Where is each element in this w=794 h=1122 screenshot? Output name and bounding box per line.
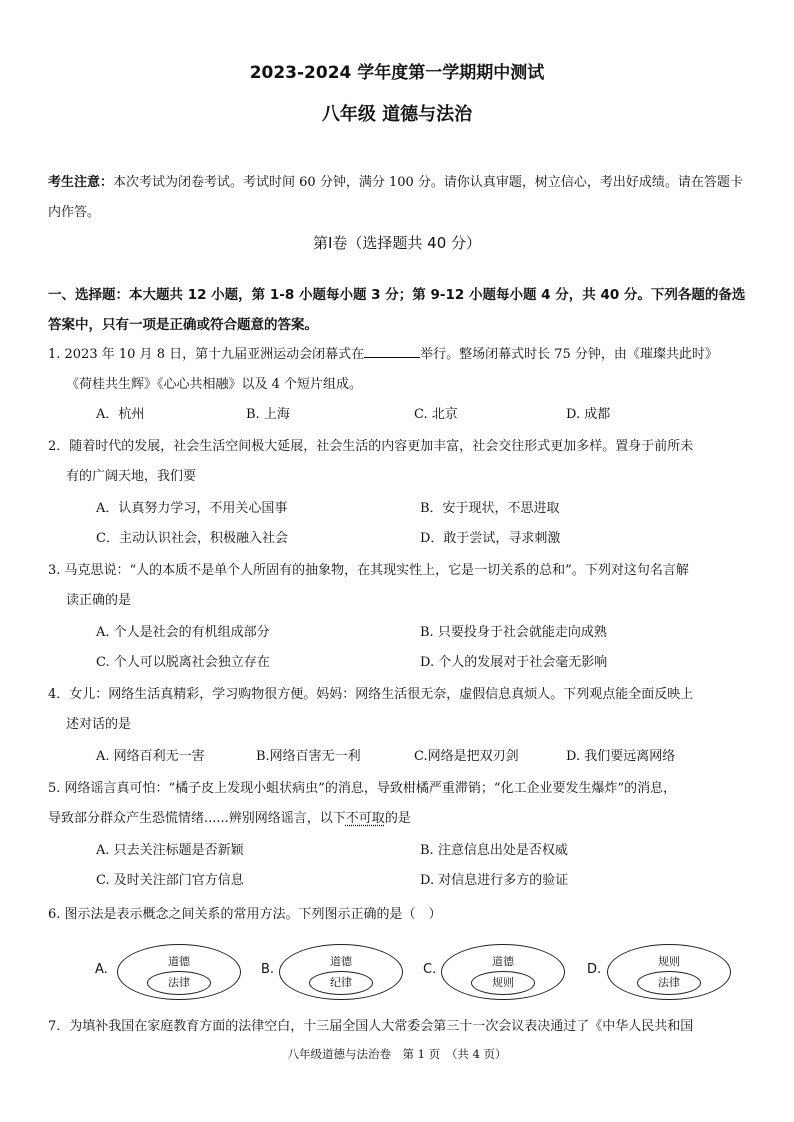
diagram-d-inner-ellipse: 法律 xyxy=(637,971,701,995)
notice-text: 本次考试为闭卷考试。考试时间 60 分钟，满分 100 分。请你认真审题，树立信心，考出好成绩。请在答题卡内作答。 xyxy=(48,175,743,220)
question-5-options-row1 xyxy=(96,836,756,866)
question-5 xyxy=(48,774,750,834)
page-footer: 八年级道德与法治卷 第 1 页 （共 4 页） xyxy=(287,1047,507,1061)
question-2-options-row2 xyxy=(96,524,756,554)
part-title: 第Ⅰ卷（选择题共 40 分） xyxy=(312,234,482,252)
notice-label: 考生注意： xyxy=(48,175,114,190)
question-3-stem-b: 读正确的是 xyxy=(66,593,132,608)
diagram-b-outer-text: 道德 xyxy=(330,955,352,968)
question-2-option-a: A．认真努力学习，不用关心国事 xyxy=(96,501,288,516)
question-1 xyxy=(48,340,750,400)
question-5-option-a: A. 只去关注标题是否新颖 xyxy=(96,843,244,858)
diagram-c-outer-text: 道德 xyxy=(492,955,514,968)
question-4-stem-a: 4．女儿：网络生活真精彩，学习购物很方便。妈妈：网络生活很无奈，虚假信息真烦人。下列观点能全面反映上 xyxy=(48,687,694,702)
question-4-option-d: D. 我们要远离网络 xyxy=(566,749,676,764)
question-1-options xyxy=(96,400,756,430)
question-3-option-c: C. 个人可以脱离社会独立存在 xyxy=(96,655,270,670)
question-3-options-row1 xyxy=(96,618,756,648)
question-3 xyxy=(48,556,750,616)
question-1-option-c: C. 北京 xyxy=(414,407,458,422)
question-1-option-a: A．杭州 xyxy=(96,407,145,422)
question-5-stem-c: 的是 xyxy=(384,811,411,826)
question-5-options-row2 xyxy=(96,866,756,896)
question-2-options-row1 xyxy=(96,494,756,524)
question-1-option-d: D. 成都 xyxy=(566,407,611,422)
question-7-stem-a: 7．为填补我国在家庭教育方面的法律空白，十三届全国人大常委会第三十一次会议表决通过了《中华人民共和国 xyxy=(48,1019,694,1034)
question-5-option-d: D. 对信息进行多方的验证 xyxy=(420,873,569,888)
question-4-option-a: A. 网络百利无一害 xyxy=(96,749,205,764)
question-4-stem-b: 述对话的是 xyxy=(66,717,132,732)
question-1-stem-a: 1. 2023 年 10 月 8 日，第十九届亚洲运动会闭幕式在 xyxy=(48,347,365,362)
question-5-option-c: C. 及时关注部门官方信息 xyxy=(96,873,244,888)
question-5-stem-a: 5. 网络谣言真可怕：“橘子皮上发现小蛆状病虫”的消息，导致柑橘严重滞销；“化工企业要发生爆炸”的消息， xyxy=(48,781,677,796)
question-2-stem-b: 有的广阔天地，我们要 xyxy=(66,469,197,484)
question-4-options xyxy=(96,742,756,772)
diagram-b-label: B. xyxy=(261,962,275,977)
diagram-a-label: A. xyxy=(95,962,108,977)
question-3-option-b: B. 只要投身于社会就能走向成熟 xyxy=(420,625,607,640)
question-2 xyxy=(48,432,750,492)
question-3-options-row2 xyxy=(96,648,756,678)
diagram-d-label: D. xyxy=(587,962,602,977)
question-6-stem-a: 6. 图示法是表示概念之间关系的常用方法。下列图示正确的是（ ） xyxy=(48,907,442,922)
question-3-stem-a: 3. 马克思说：“人的本质不是单个人所固有的抽象物，在其现实性上，它是一切关系的总和”。下列对这句名言解 xyxy=(48,563,689,578)
question-5-option-b: B. 注意信息出处是否权威 xyxy=(420,843,568,858)
question-2-option-c: C．主动认识社会，积极融入社会 xyxy=(96,531,288,546)
exam-title: 2023-2024 学年度第一学期期中测试 xyxy=(249,63,545,83)
question-2-stem-a: 2．随着时代的发展，社会生活空间极大延展，社会生活的内容更加丰富，社会交往形式更加多样。置身于前所未 xyxy=(48,439,694,454)
question-4-option-b: B.网络百害无一利 xyxy=(256,749,361,764)
diagram-a-inner-ellipse: 法律 xyxy=(147,971,211,995)
question-6-diagrams xyxy=(95,944,715,1000)
question-6 xyxy=(48,900,750,930)
exam-subtitle: 八年级 道德与法治 xyxy=(321,104,473,125)
diagram-c-inner-ellipse: 规则 xyxy=(471,971,535,995)
question-2-option-d: D．敢于尝试，寻求刺激 xyxy=(420,531,561,546)
question-2-option-b: B．安于现状，不思进取 xyxy=(420,501,560,516)
question-4-option-c: C.网络是把双刃剑 xyxy=(414,749,519,764)
diagram-d-outer-text: 规则 xyxy=(658,955,680,968)
diagram-c-label: C. xyxy=(423,962,437,977)
exam-notice xyxy=(48,168,748,228)
section-heading: 一、选择题：本大题共 12 小题，第 1-8 小题每小题 3 分；第 9-12 小题每小题 4 分，共 40 分。下列各题的备选答案中，只有一项是正确或符合题意的答案。 xyxy=(48,287,746,333)
question-1-blank xyxy=(364,343,420,358)
question-4 xyxy=(48,680,750,740)
question-3-option-a: A. 个人是社会的有机组成部分 xyxy=(96,625,270,640)
diagram-b-inner-ellipse: 纪律 xyxy=(309,971,373,995)
question-1-stem-b: 举行。整场闭幕式时长 75 分钟，由《璀璨共此时》 xyxy=(420,347,718,362)
question-1-stem-c: 《荷桂共生辉》《心心共相融》以及 4 个短片组成。 xyxy=(66,377,363,392)
question-5-emphasis: 不可取 xyxy=(345,811,385,826)
question-1-option-b: B. 上海 xyxy=(246,407,290,422)
question-5-stem-b: 导致部分群众产生恐慌情绪......辨别网络谣言，以下 xyxy=(48,811,346,826)
diagram-a-outer-text: 道德 xyxy=(168,955,190,968)
question-7 xyxy=(48,1012,750,1042)
question-3-option-d: D. 个人的发展对于社会毫无影响 xyxy=(420,655,608,670)
